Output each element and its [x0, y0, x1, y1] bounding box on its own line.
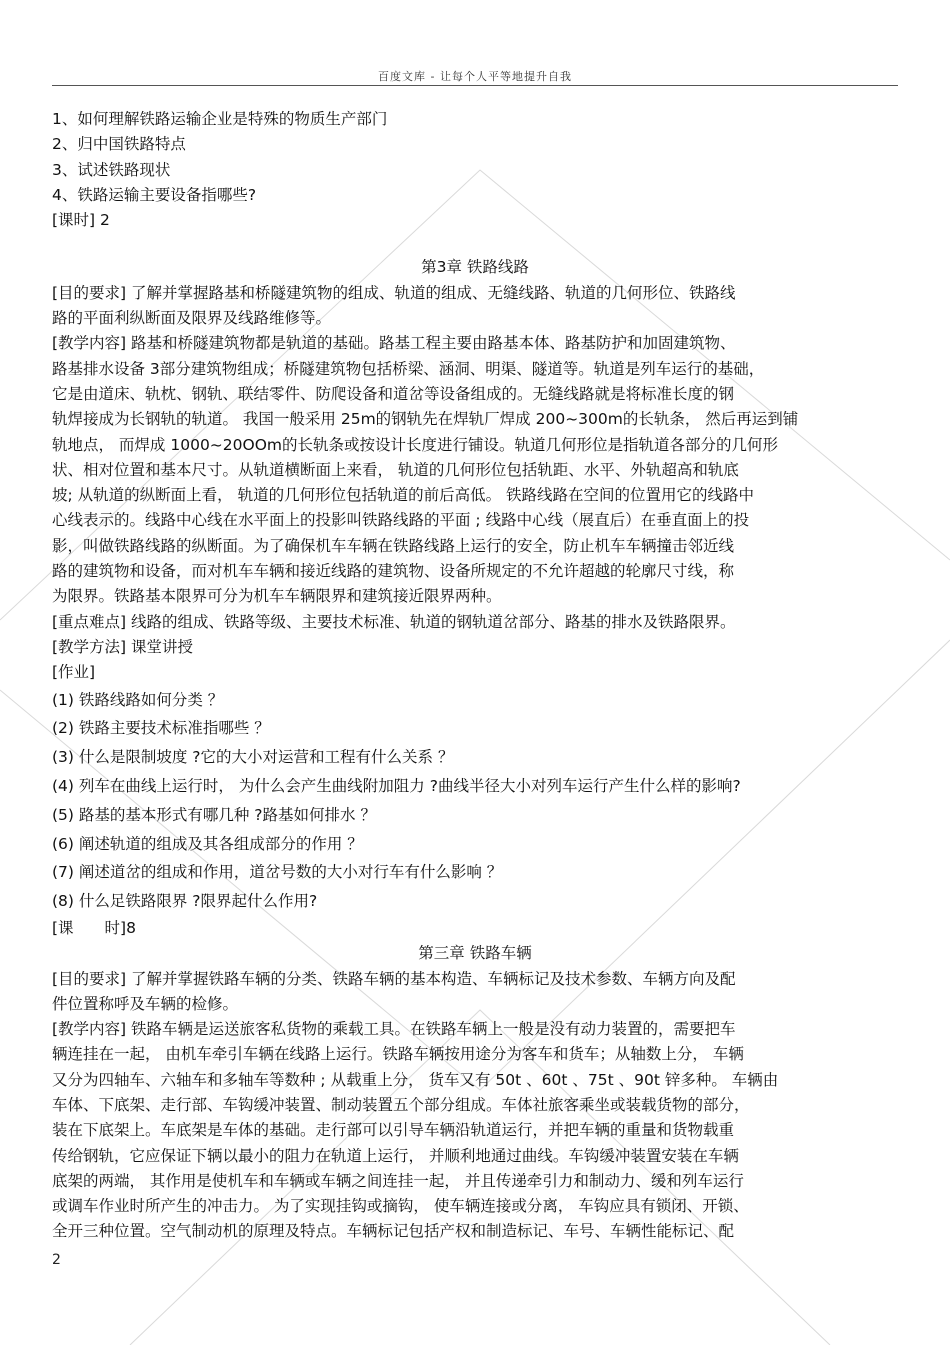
content-line: 状、相对位置和基本尺寸。从轨道横断面上来看， 轨道的几何形位包括轨距、水平、外轨超高和轨底: [52, 460, 739, 479]
homework-item: (4) 列车在曲线上运行时， 为什么会产生曲线附加阻力 ?曲线半径大小对列车运行产生什么样的影响?: [52, 776, 741, 795]
question-item: 1、如何理解铁路运输企业是特殊的物质生产部门: [52, 110, 388, 128]
teaching-method: [教学方法] 课堂讲授: [52, 637, 194, 656]
content-line: 心线表示的。线路中心线在水平面上的投影叫铁路线路的平面 ; 线路中心线（展直后）在垂直面上的投: [52, 511, 750, 530]
question-list: [52, 107, 898, 233]
homework-item: (6) 阐述轨道的组成及其各组成部分的作用 ？: [52, 834, 363, 853]
content-line: 辆连挂在一起， 由机车牵引车辆在线路上运行。铁路车辆按用途分为客车和货车；从轴数上分， 车辆: [52, 1045, 744, 1064]
homework-item: (1) 铁路线路如何分类 ？: [52, 690, 224, 709]
question-item: 3、试述铁路现状: [52, 160, 171, 179]
content-line: 车体、下底架、走行部、车钩缓冲装置、制动装置五个部分组成。车体社旅客乘坐或装载货物的部分，: [52, 1095, 750, 1114]
homework-item: (7) 阐述道岔的组成和作用，道岔号数的大小对行车有什么影响 ？: [52, 863, 503, 882]
content-line: [教学内容] 铁路车辆是运送旅客私货物的乘载工具。在铁路车辆上一般是没有动力装置的，需要把车: [52, 1020, 736, 1039]
spacer: [52, 233, 898, 255]
content-line: 它是由道床、轨枕、钢轨、联结零件、防爬设备和道岔等设备组成的。无缝线路就是将标准长度的钢: [52, 384, 735, 403]
chapter-title: 第三章 铁路车辆: [418, 944, 532, 963]
content-line: [教学内容] 路基和桥隧建筑物都是轨道的基础。路基工程主要由路基本体、路基防护和加固建筑物、: [52, 334, 736, 353]
chapter-3-section: [52, 255, 898, 941]
homework-item: (2) 铁路主要技术标准指哪些 ？: [52, 719, 270, 738]
document-body: [52, 107, 898, 1245]
content-line: 坡; 从轨道的纵断面上看， 轨道的几何形位包括轨道的前后高低。 铁路线路在空间的位置用它的线路中: [52, 486, 755, 505]
key-points: [重点难点] 线路的组成、铁路等级、主要技术标准、轨道的钢轨道岔部分、路基的排水及铁路限界。: [52, 612, 736, 631]
chapter-title: 第3章 铁路线路: [421, 258, 529, 277]
objectives-line: [目的要求] 了解并掌握路基和桥隧建筑物的组成、轨道的组成、无缝线路、轨道的几何形位、铁路线: [52, 283, 736, 302]
question-item: 4、铁路运输主要设备指哪些?: [52, 185, 257, 204]
objectives-line: [目的要求] 了解并掌握铁路车辆的分类、铁路车辆的基本构造、车辆标记及技术参数、车辆方向及配: [52, 969, 736, 988]
content-line: 全开三种位置。空气制动机的原理及特点。车辆标记包括产权和制造标记、车号、车辆性能标记、配: [52, 1222, 735, 1241]
content-line: 轨地点， 而焊成 1000~20OOm的长轨条或按设计长度进行铺设。轨道几何形位是指轨道各部分的几何形: [52, 435, 779, 454]
class-hours: [课时] 2: [52, 211, 110, 230]
content-line: 或调车作业时所产生的冲击力。 为了实现挂钩或摘钩， 使车辆连接或分离， 车钩应具有锁闭、开锁、: [52, 1197, 749, 1216]
page-number: 2: [52, 1252, 61, 1268]
content-line: 又分为四轴车、六轴车和多轴车等数种 ; 从载重上分， 货车又有 50t 、60t 、75t 、90t 锌多种。 车辆由: [52, 1070, 779, 1089]
content-line: 影，叫做铁路线路的纵断面。为了确保机车车辆在铁路线路上运行的安全，防止机车车辆撞击邻近线: [52, 536, 735, 555]
header-divider: [52, 85, 898, 86]
homework-label: [作业]: [52, 663, 96, 682]
class-hours: [课 时]8: [52, 918, 136, 937]
homework-item: (8) 什么足铁路限界 ?限界起什么作用?: [52, 892, 318, 911]
content-line: 底架的两端， 其作用是使机车和车辆或车辆之间连挂一起， 并且传递牵引力和制动力、缓和列车运行: [52, 1171, 744, 1190]
content-line: 路的建筑物和设备，而对机车车辆和接近线路的建筑物、设备所规定的不允许超越的轮廓尺寸线，称: [52, 562, 735, 581]
homework-item: (3) 什么是限制坡度 ?它的大小对运营和工程有什么关系 ？: [52, 748, 454, 767]
content-line: 传给钢轨，它应保证下辆以最小的阻力在轨道上运行， 并顺利地通过曲线。车钩缓冲装置安装在车辆: [52, 1146, 739, 1165]
objectives-line: 件位置称呼及车辆的检修。: [52, 994, 239, 1013]
homework-item: (5) 路基的基本形式有哪几种 ?路基如何排水 ？: [52, 805, 376, 824]
objectives-line: 路的平面利纵断面及限界及线路维修等。: [52, 309, 332, 328]
content-line: 路基排水设备 3部分建筑物组成；桥隧建筑物包括桥梁、涵洞、明渠、隧道等。轨道是列车运行的基础，: [52, 359, 765, 378]
question-item: 2、归中国铁路特点: [52, 135, 186, 154]
chapter-vehicles-section: [52, 941, 898, 1245]
content-line: 轨焊接成为长钢轨的轨道。 我国一般采用 25m的钢轨先在焊轨厂焊成 200~300m的长轨条， 然后再运到铺: [52, 410, 799, 429]
content-line: 装在下底架上。车底架是车体的基础。走行部可以引导车辆沿轨道运行，并把车辆的重量和货物载重: [52, 1121, 735, 1140]
content-line: 为限界。铁路基本限界可分为机车车辆限界和建筑接近限界两种。: [52, 587, 502, 606]
page-header: 百度文库 - 让每个人平等地提升自我: [378, 70, 572, 83]
